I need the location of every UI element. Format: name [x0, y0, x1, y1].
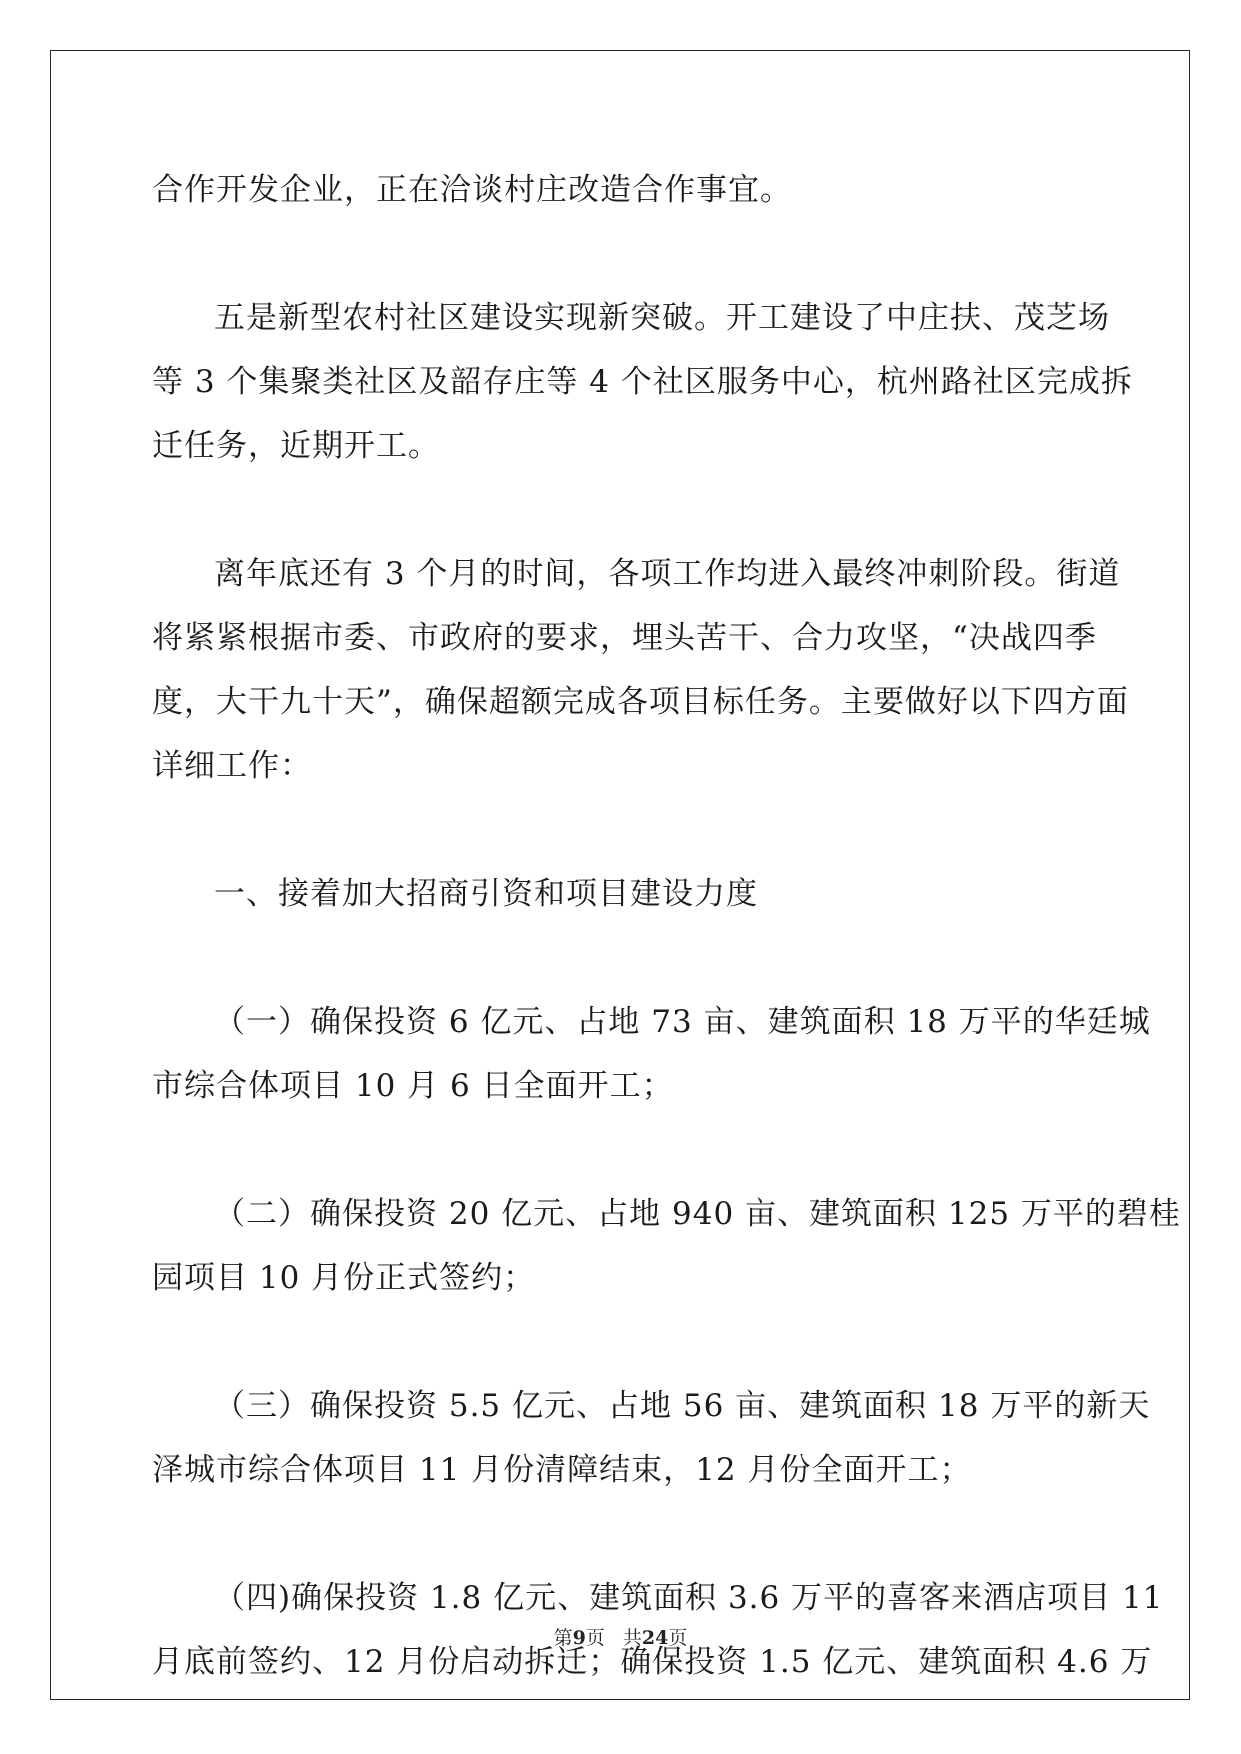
text-line: （一）确保投资 6 亿元、占地 73 亩、建筑面积 18 万平的华廷城 [214, 1004, 1151, 1040]
blank-line [152, 478, 1090, 542]
blank-line [152, 1502, 1090, 1566]
page-suffix: 页 [585, 1627, 605, 1649]
total-suffix: 页 [668, 1627, 688, 1649]
text-line: 园项目 10 月份正式签约； [152, 1260, 536, 1296]
text-line: （四)确保投资 1.8 亿元、建筑面积 3.6 万平的喜客来酒店项目 11 [214, 1580, 1164, 1616]
text-line: 合作开发企业，正在洽谈村庄改造合作事宜。 [152, 172, 792, 208]
text-line: 五是新型农村社区建设实现新突破。开工建设了中庄扶、茂芝场 [214, 300, 1110, 336]
text-line: （三）确保投资 5.5 亿元、占地 56 亩、建筑面积 18 万平的新天 [214, 1388, 1151, 1424]
page-number: 9 [572, 1627, 586, 1649]
document-body [152, 158, 1181, 1694]
text-line: 迁任务，近期开工。 [152, 428, 440, 464]
blank-line [152, 1118, 1090, 1182]
total-prefix: 共 [622, 1627, 642, 1649]
text-line: 将紧紧根据市委、市政府的要求，埋头苦干、合力攻坚，“决战四季 [152, 620, 1097, 656]
section-heading: 一、接着加大招商引资和项目建设力度 [214, 876, 758, 912]
text-line: 等 3 个集聚类社区及韶存庄等 4 个社区服务中心，杭州路社区完成拆 [152, 364, 1133, 400]
blank-line [152, 1310, 1090, 1374]
text-line: 市综合体项目 10 月 6 日全面开工； [152, 1068, 674, 1104]
blank-line [152, 926, 1090, 990]
text-line: （二）确保投资 20 亿元、占地 940 亩、建筑面积 125 万平的碧桂 [214, 1196, 1181, 1232]
text-line: 详细工作： [152, 748, 312, 784]
blank-line [152, 798, 1090, 862]
text-line: 离年底还有 3 个月的时间，各项工作均进入最终冲刺阶段。街道 [214, 556, 1121, 592]
text-line: 月底前签约、12 月份启动拆迁；确保投资 1.5 亿元、建筑面积 4.6 万 [152, 1644, 1153, 1680]
page-footer [0, 1626, 1241, 1650]
text-line: 泽城市综合体项目 11 月份清障结束，12 月份全面开工； [152, 1452, 972, 1488]
text-line: 度，大干九十天”，确保超额完成各项目标任务。主要做好以下四方面 [152, 684, 1129, 720]
total-pages: 24 [641, 1627, 669, 1649]
blank-line [152, 222, 1090, 286]
page-prefix: 第 [553, 1627, 573, 1649]
